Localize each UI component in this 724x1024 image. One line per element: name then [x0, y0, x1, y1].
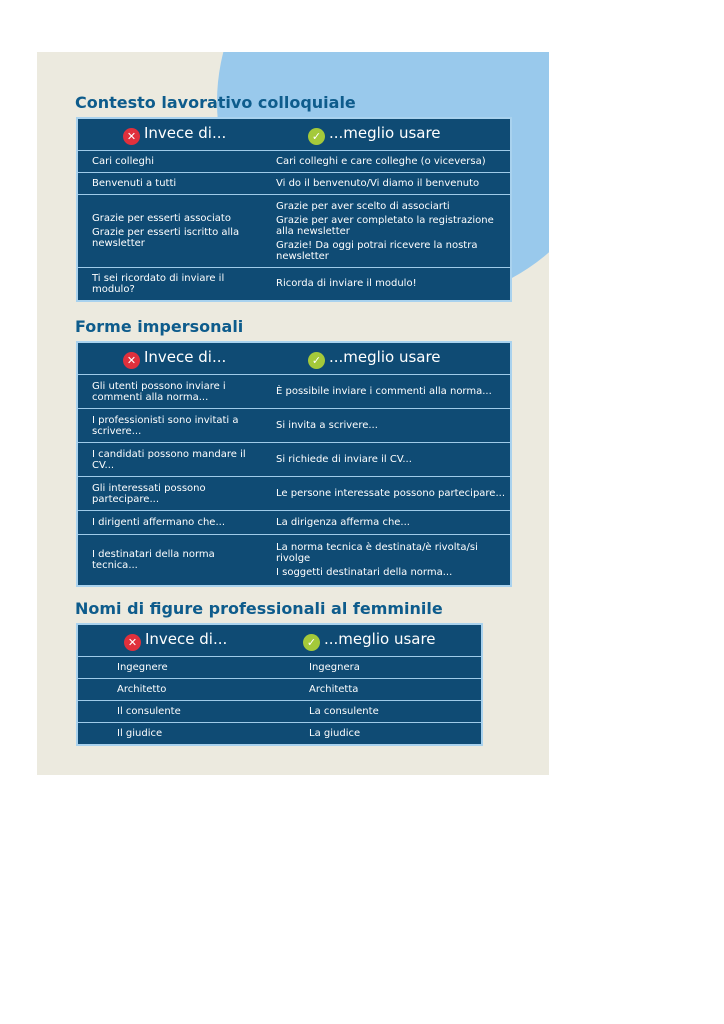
cell-meglio: La consulente [270, 701, 482, 723]
cross-circle-icon: ✕ [123, 352, 140, 369]
cell-meglio: È possibile inviare i commenti alla norma... [268, 375, 511, 409]
header-meglio-usare: ✓ ...meglio usare [268, 342, 511, 375]
check-circle-icon: ✓ [308, 128, 325, 145]
cell-meglio: Grazie per aver scelto di associarti Grazie per aver completato la registrazione alla newsletter Grazie! Da oggi potrai ricevere la nostra newsletter [268, 195, 511, 268]
table-row [77, 723, 482, 745]
table-header-row [77, 342, 511, 375]
cell-invece: Cari colleghi [77, 151, 268, 173]
table-row [77, 535, 511, 586]
table-row [77, 173, 511, 195]
section-title-impersonali: Forme impersonali [75, 317, 244, 336]
table-header-row [77, 624, 482, 657]
cell-invece: I destinatari della norma tecnica... [77, 535, 268, 586]
section-title-colloquiale: Contesto lavorativo colloquiale [75, 93, 356, 112]
cell-meglio: Ricorda di inviare il modulo! [268, 268, 511, 301]
table-row [77, 701, 482, 723]
header-meglio-usare: ✓ ...meglio usare [268, 118, 511, 151]
table-impersonali [76, 341, 512, 587]
cell-meglio: Le persone interessate possono partecipare... [268, 477, 511, 511]
cell-meglio: La norma tecnica è destinata/è rivolta/si rivolge I soggetti destinatari della norma... [268, 535, 511, 586]
table-row [77, 443, 511, 477]
table-row [77, 375, 511, 409]
header-invece-di: ✕ Invece di... [77, 342, 268, 375]
table-header-row [77, 118, 511, 151]
cell-invece: Ingegnere [77, 657, 270, 679]
header-meglio-usare: ✓ ...meglio usare [270, 624, 482, 657]
cell-meglio: Si invita a scrivere... [268, 409, 511, 443]
check-circle-icon: ✓ [303, 634, 320, 651]
table-row [77, 679, 482, 701]
table-row [77, 409, 511, 443]
cell-invece: I dirigenti affermano che... [77, 511, 268, 535]
header-invece-di: ✕ Invece di... [77, 118, 268, 151]
cell-meglio: La giudice [270, 723, 482, 745]
cell-invece: Gli utenti possono inviare i commenti alla norma... [77, 375, 268, 409]
cell-meglio: La dirigenza afferma che... [268, 511, 511, 535]
cross-circle-icon: ✕ [124, 634, 141, 651]
table-femminile [76, 623, 483, 746]
cell-invece: I candidati possono mandare il CV... [77, 443, 268, 477]
cross-circle-icon: ✕ [123, 128, 140, 145]
cell-meglio: Si richiede di inviare il CV... [268, 443, 511, 477]
cell-invece: Grazie per esserti associato Grazie per esserti iscritto alla newsletter [77, 195, 268, 268]
cell-meglio: Cari colleghi e care colleghe (o viceversa) [268, 151, 511, 173]
table-row [77, 657, 482, 679]
cell-invece: Architetto [77, 679, 270, 701]
table-row [77, 477, 511, 511]
table-colloquiale [76, 117, 512, 302]
check-circle-icon: ✓ [308, 352, 325, 369]
cell-meglio: Vi do il benvenuto/Vi diamo il benvenuto [268, 173, 511, 195]
cell-meglio: Architetta [270, 679, 482, 701]
cell-invece: Benvenuti a tutti [77, 173, 268, 195]
table-row [77, 268, 511, 301]
section-title-femminile: Nomi di figure professionali al femminile [75, 599, 443, 618]
table-row [77, 511, 511, 535]
header-invece-di: ✕ Invece di... [77, 624, 270, 657]
table-row [77, 151, 511, 173]
table-row [77, 195, 511, 268]
cell-invece: Il giudice [77, 723, 270, 745]
cell-invece: Ti sei ricordato di inviare il modulo? [77, 268, 268, 301]
cell-invece: Gli interessati possono partecipare... [77, 477, 268, 511]
cell-invece: I professionisti sono invitati a scrivere... [77, 409, 268, 443]
cell-meglio: Ingegnera [270, 657, 482, 679]
infographic-panel [37, 52, 549, 775]
cell-invece: Il consulente [77, 701, 270, 723]
